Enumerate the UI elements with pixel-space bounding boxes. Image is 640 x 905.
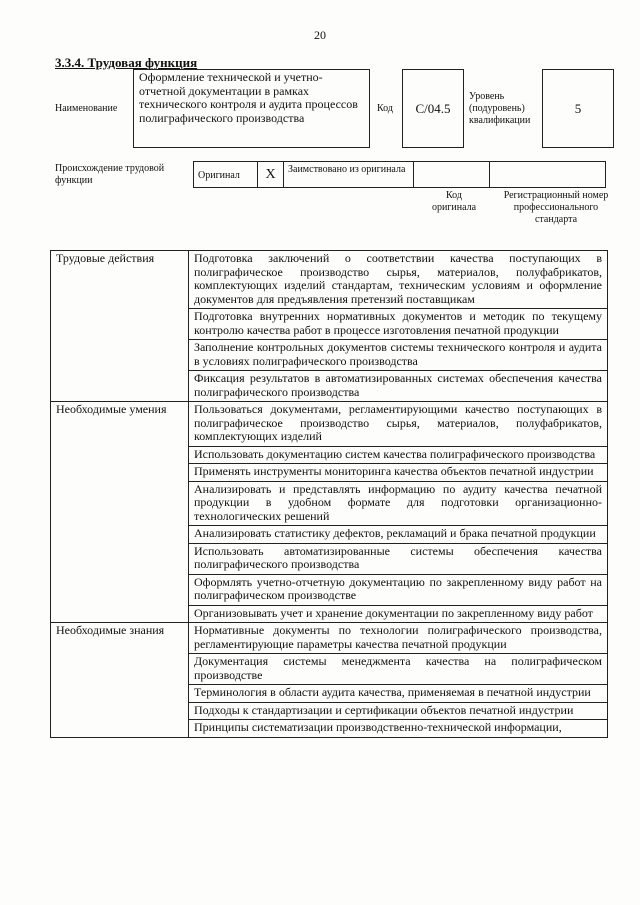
category-required-knowledge: Необходимые знания: [51, 623, 189, 738]
knowledge-item: Подходы к стандартизации и сертификации объектов печатной индустрии: [189, 702, 608, 720]
level-value: 5: [574, 100, 582, 116]
code-caption: Код оригинала: [431, 190, 477, 213]
knowledge-item: Нормативные документы по технологии полиграфического производства, регламентирующие параметры качества печатной продукции: [189, 623, 608, 654]
origin-table: [193, 161, 606, 188]
table-row: [51, 251, 608, 309]
original-code-cell: [414, 162, 490, 188]
skill-item: Применять инструменты мониторинга качества объектов печатной индустрии: [189, 464, 608, 482]
function-name: Оформление технической и учетно-отчетной документации в рамках технического контроля и аудита процессов полиграфического производства: [139, 70, 358, 125]
table-row: [51, 623, 608, 654]
reg-caption: Регистрационный номер профессионального стандарта: [503, 190, 609, 225]
level-label: Уровень (подуровень) квалификации: [469, 91, 531, 126]
name-label: Наименование: [55, 103, 118, 114]
labor-action-item: Фиксация результатов в автоматизированных системах обеспечения качества полиграфического производства: [189, 371, 608, 402]
skill-item: Анализировать статистику дефектов, рекламаций и брака печатной продукции: [189, 526, 608, 544]
skill-item: Использовать автоматизированные системы обеспечения качества полиграфического производства: [189, 543, 608, 574]
category-labor-actions: Трудовые действия: [51, 251, 189, 402]
labor-action-item: Подготовка заключений о соответствии качества поступающих в полиграфическое производство сырья, материалов, полуфабрикатов, комплектующих изделий стандартам, техническим условиям и оформление документов для предъявления претензий поставщикам: [189, 251, 608, 309]
level-box: [542, 69, 614, 148]
original-label: Оригинал: [198, 170, 240, 181]
skill-item: Пользоваться документами, регламентирующими качество поступающих в полиграфическое производство сырья, материалов, полуфабрикатов, комплектующих изделий: [189, 402, 608, 447]
skill-item: Оформлять учетно-отчетную документацию по закрепленному виду работ на полиграфическом производстве: [189, 574, 608, 605]
function-details-table: [50, 250, 608, 738]
skill-item: Анализировать и представлять информацию по аудиту качества печатной продукции в удобном формате для подготовки организационно-технологических решений: [189, 481, 608, 526]
labor-action-item: Подготовка внутренних нормативных документов и методик по текущему контролю качества работ в процессе изготовления печатной продукции: [189, 309, 608, 340]
original-cell: [194, 162, 258, 188]
section-title: 3.3.4. Трудовая функция: [55, 55, 198, 70]
skill-item: Использовать документацию систем качества полиграфического производства: [189, 446, 608, 464]
reg-number-cell: [490, 162, 606, 188]
knowledge-item: Документация системы менеджмента качества на полиграфическом производстве: [189, 654, 608, 685]
function-name-box: [133, 69, 370, 148]
original-mark: X: [265, 167, 276, 182]
borrowed-cell: [284, 162, 414, 188]
labor-action-item: Заполнение контрольных документов системы технического контроля и аудита в условиях полиграфического производства: [189, 340, 608, 371]
code-box: [402, 69, 464, 148]
knowledge-item: Принципы систематизации производственно-технической информации,: [189, 720, 608, 738]
code-label: Код: [377, 103, 393, 114]
skill-item: Организовывать учет и хранение документации по закрепленному виду работ: [189, 605, 608, 623]
page-number: 20: [314, 28, 326, 42]
knowledge-item: Терминология в области аудита качества, применяемая в печатной индустрии: [189, 685, 608, 703]
table-row: [51, 402, 608, 447]
code-value: C/04.5: [415, 100, 451, 116]
original-mark-cell: [258, 162, 284, 188]
borrowed-label: Заимствовано из оригинала: [288, 164, 406, 175]
category-required-skills: Необходимые умения: [51, 402, 189, 623]
origin-label: Происхождение трудовой функции: [55, 163, 165, 186]
